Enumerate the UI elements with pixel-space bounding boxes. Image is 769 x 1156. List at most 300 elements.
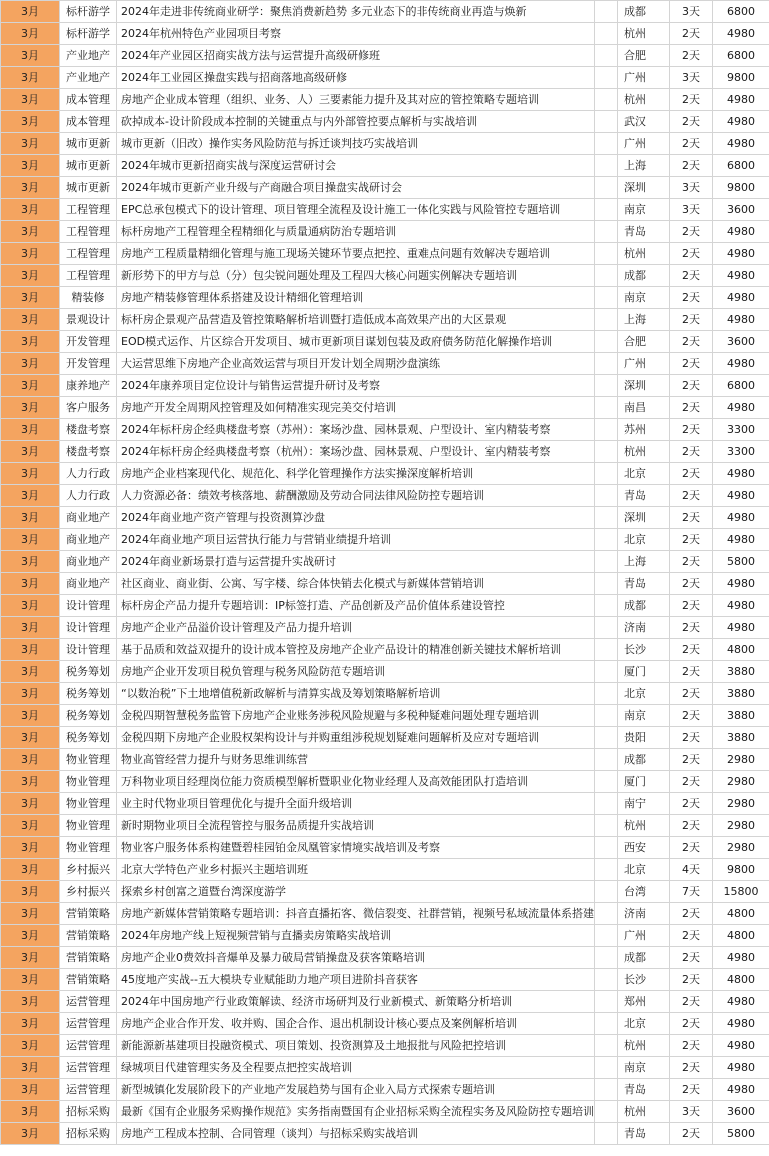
city-cell: 武汉 — [618, 111, 670, 133]
month-cell: 3月 — [1, 243, 60, 265]
empty-cell — [595, 529, 618, 551]
table-row — [1, 903, 769, 925]
duration-cell: 2天 — [670, 1057, 713, 1079]
duration-cell: 2天 — [670, 221, 713, 243]
month-cell: 3月 — [1, 969, 60, 991]
table-row — [1, 111, 769, 133]
price-cell: 3880 — [713, 661, 769, 683]
duration-cell: 2天 — [670, 309, 713, 331]
course-title-cell: 房地产企业档案现代化、规范化、科学化管理操作方法实操深度解析培训 — [117, 463, 595, 485]
city-cell: 北京 — [618, 463, 670, 485]
empty-cell — [595, 309, 618, 331]
category-cell: 标杆游学 — [60, 1, 117, 23]
price-cell: 4980 — [713, 353, 769, 375]
month-cell: 3月 — [1, 419, 60, 441]
category-cell: 人力行政 — [60, 485, 117, 507]
course-title-cell: 2024年产业园区招商实战方法与运营提升高级研修班 — [117, 45, 595, 67]
month-cell: 3月 — [1, 727, 60, 749]
price-cell: 9800 — [713, 67, 769, 89]
city-cell: 南京 — [618, 1057, 670, 1079]
category-cell: 工程管理 — [60, 265, 117, 287]
course-title-cell: 2024年标杆房企经典楼盘考察（杭州）：案场沙盘、园林景观、户型设计、室内精装考察 — [117, 441, 595, 463]
table-row — [1, 199, 769, 221]
course-title-cell: 金税四期智慧税务监管下房地产企业账务涉税风险规避与多税种疑难问题处理专题培训 — [117, 705, 595, 727]
month-cell: 3月 — [1, 1057, 60, 1079]
month-cell: 3月 — [1, 1013, 60, 1035]
month-cell: 3月 — [1, 375, 60, 397]
month-cell: 3月 — [1, 441, 60, 463]
table-row — [1, 727, 769, 749]
course-title-cell: 基于品质和效益双提升的设计成本管控及房地产企业产品设计的精准创新关键技术解析培训 — [117, 639, 595, 661]
course-title-cell: 金税四期下房地产企业股权架构设计与并购重组涉税规划疑难问题解析及应对专题培训 — [117, 727, 595, 749]
city-cell: 南京 — [618, 199, 670, 221]
empty-cell — [595, 199, 618, 221]
category-cell: 开发管理 — [60, 353, 117, 375]
category-cell: 招标采购 — [60, 1101, 117, 1123]
price-cell: 4980 — [713, 463, 769, 485]
city-cell: 南昌 — [618, 397, 670, 419]
month-cell: 3月 — [1, 529, 60, 551]
course-title-cell: 社区商业、商业街、公寓、写字楼、综合体快销去化模式与新媒体营销培训 — [117, 573, 595, 595]
city-cell: 青岛 — [618, 1079, 670, 1101]
course-title-cell: 房地产企业开发项目税负管理与税务风险防范专题培训 — [117, 661, 595, 683]
month-cell: 3月 — [1, 1, 60, 23]
price-cell: 4980 — [713, 529, 769, 551]
course-title-cell: EPC总承包模式下的设计管理、项目管理全流程及设计施工一体化实践与风险管控专题培训 — [117, 199, 595, 221]
empty-cell — [595, 551, 618, 573]
month-cell: 3月 — [1, 1101, 60, 1123]
table-row — [1, 793, 769, 815]
city-cell: 成都 — [618, 947, 670, 969]
empty-cell — [595, 969, 618, 991]
duration-cell: 3天 — [670, 67, 713, 89]
table-row — [1, 837, 769, 859]
table-row — [1, 177, 769, 199]
price-cell: 4800 — [713, 925, 769, 947]
duration-cell: 2天 — [670, 705, 713, 727]
duration-cell: 2天 — [670, 353, 713, 375]
city-cell: 厦门 — [618, 771, 670, 793]
duration-cell: 2天 — [670, 89, 713, 111]
duration-cell: 3天 — [670, 1, 713, 23]
price-cell: 3300 — [713, 441, 769, 463]
table-row — [1, 507, 769, 529]
month-cell: 3月 — [1, 551, 60, 573]
course-title-cell: 房地产开发全周期风控管理及如何精准实现完美交付培训 — [117, 397, 595, 419]
category-cell: 运营管理 — [60, 991, 117, 1013]
empty-cell — [595, 595, 618, 617]
city-cell: 广州 — [618, 67, 670, 89]
duration-cell: 2天 — [670, 397, 713, 419]
month-cell: 3月 — [1, 1123, 60, 1145]
month-cell: 3月 — [1, 837, 60, 859]
city-cell: 上海 — [618, 155, 670, 177]
course-title-cell: 新时期物业项目全流程管控与服务品质提升实战培训 — [117, 815, 595, 837]
price-cell: 9800 — [713, 177, 769, 199]
empty-cell — [595, 23, 618, 45]
duration-cell: 7天 — [670, 881, 713, 903]
price-cell: 3880 — [713, 705, 769, 727]
table-row — [1, 221, 769, 243]
city-cell: 北京 — [618, 683, 670, 705]
duration-cell: 2天 — [670, 287, 713, 309]
city-cell: 郑州 — [618, 991, 670, 1013]
city-cell: 杭州 — [618, 243, 670, 265]
city-cell: 成都 — [618, 595, 670, 617]
table-row — [1, 1013, 769, 1035]
course-title-cell: 2024年房地产线上短视频营销与直播卖房策略实战培训 — [117, 925, 595, 947]
month-cell: 3月 — [1, 661, 60, 683]
duration-cell: 2天 — [670, 419, 713, 441]
empty-cell — [595, 287, 618, 309]
table-row — [1, 661, 769, 683]
table-row — [1, 287, 769, 309]
duration-cell: 2天 — [670, 463, 713, 485]
empty-cell — [595, 749, 618, 771]
course-title-cell: 2024年商业地产项目运营执行能力与营销业绩提升培训 — [117, 529, 595, 551]
duration-cell: 3天 — [670, 1101, 713, 1123]
course-title-cell: “以数治税”下土地增值税新政解析与清算实战及筹划策略解析培训 — [117, 683, 595, 705]
duration-cell: 2天 — [670, 485, 713, 507]
duration-cell: 2天 — [670, 507, 713, 529]
city-cell: 杭州 — [618, 23, 670, 45]
table-row — [1, 133, 769, 155]
empty-cell — [595, 793, 618, 815]
month-cell: 3月 — [1, 903, 60, 925]
empty-cell — [595, 903, 618, 925]
empty-cell — [595, 1, 618, 23]
course-title-cell: 2024年工业园区操盘实践与招商落地高级研修 — [117, 67, 595, 89]
empty-cell — [595, 617, 618, 639]
table-row — [1, 441, 769, 463]
month-cell: 3月 — [1, 397, 60, 419]
city-cell: 南京 — [618, 705, 670, 727]
category-cell: 设计管理 — [60, 595, 117, 617]
category-cell: 招标采购 — [60, 1123, 117, 1145]
table-row — [1, 1079, 769, 1101]
duration-cell: 3天 — [670, 199, 713, 221]
price-cell: 15800 — [713, 881, 769, 903]
table-row — [1, 573, 769, 595]
empty-cell — [595, 1035, 618, 1057]
course-title-cell: 最新《国有企业服务采购操作规范》实务指南暨国有企业招标采购全流程实务及风险防控专题培训 — [117, 1101, 595, 1123]
course-title-cell: 标杆房企景观产品营造及管控策略解析培训暨打造低成本高效果产出的大区景观 — [117, 309, 595, 331]
month-cell: 3月 — [1, 45, 60, 67]
course-title-cell: 2024年杭州特色产业园项目考察 — [117, 23, 595, 45]
course-title-cell: 2024年城市更新招商实战与深度运营研讨会 — [117, 155, 595, 177]
city-cell: 广州 — [618, 925, 670, 947]
empty-cell — [595, 441, 618, 463]
city-cell: 青岛 — [618, 485, 670, 507]
duration-cell: 2天 — [670, 617, 713, 639]
price-cell: 4980 — [713, 309, 769, 331]
price-cell: 4980 — [713, 1057, 769, 1079]
category-cell: 营销策略 — [60, 969, 117, 991]
empty-cell — [595, 111, 618, 133]
city-cell: 广州 — [618, 353, 670, 375]
price-cell: 4980 — [713, 287, 769, 309]
price-cell: 4980 — [713, 617, 769, 639]
city-cell: 南宁 — [618, 793, 670, 815]
duration-cell: 2天 — [670, 793, 713, 815]
price-cell: 6800 — [713, 1, 769, 23]
course-title-cell: 房地产企业产品溢价设计管理及产品力提升培训 — [117, 617, 595, 639]
empty-cell — [595, 89, 618, 111]
category-cell: 产业地产 — [60, 67, 117, 89]
category-cell: 税务筹划 — [60, 727, 117, 749]
price-cell: 4980 — [713, 133, 769, 155]
city-cell: 青岛 — [618, 221, 670, 243]
course-title-cell: 新能源新基建项目投融资模式、项目策划、投资测算及土地报批与风险把控培训 — [117, 1035, 595, 1057]
duration-cell: 2天 — [670, 925, 713, 947]
empty-cell — [595, 661, 618, 683]
month-cell: 3月 — [1, 573, 60, 595]
category-cell: 工程管理 — [60, 221, 117, 243]
table-row — [1, 23, 769, 45]
price-cell: 2980 — [713, 815, 769, 837]
course-title-cell: 砍掉成本-设计阶段成本控制的关键重点与内外部管控要点解析与实战培训 — [117, 111, 595, 133]
empty-cell — [595, 353, 618, 375]
category-cell: 楼盘考察 — [60, 441, 117, 463]
city-cell: 深圳 — [618, 375, 670, 397]
course-title-cell: 2024年走进非传统商业研学：聚焦消费新趋势 多元业态下的非传统商业再造与焕新 — [117, 1, 595, 23]
table-row — [1, 551, 769, 573]
month-cell: 3月 — [1, 309, 60, 331]
duration-cell: 3天 — [670, 177, 713, 199]
empty-cell — [595, 639, 618, 661]
category-cell: 运营管理 — [60, 1079, 117, 1101]
duration-cell: 2天 — [670, 1035, 713, 1057]
price-cell: 3600 — [713, 331, 769, 353]
city-cell: 深圳 — [618, 507, 670, 529]
category-cell: 税务筹划 — [60, 705, 117, 727]
duration-cell: 2天 — [670, 45, 713, 67]
category-cell: 精装修 — [60, 287, 117, 309]
category-cell: 人力行政 — [60, 463, 117, 485]
course-title-cell: 房地产企业成本管理（组织、业务、人）三要素能力提升及其对应的管控策略专题培训 — [117, 89, 595, 111]
price-cell: 5800 — [713, 551, 769, 573]
empty-cell — [595, 507, 618, 529]
table-row — [1, 683, 769, 705]
month-cell: 3月 — [1, 177, 60, 199]
price-cell: 3880 — [713, 683, 769, 705]
city-cell: 长沙 — [618, 639, 670, 661]
table-row — [1, 1123, 769, 1145]
category-cell: 运营管理 — [60, 1013, 117, 1035]
month-cell: 3月 — [1, 1079, 60, 1101]
empty-cell — [595, 947, 618, 969]
category-cell: 设计管理 — [60, 639, 117, 661]
empty-cell — [595, 771, 618, 793]
month-cell: 3月 — [1, 991, 60, 1013]
city-cell: 青岛 — [618, 1123, 670, 1145]
course-title-cell: 新形势下的甲方与总（分）包尖锐问题处理及工程四大核心问题实例解决专题培训 — [117, 265, 595, 287]
empty-cell — [595, 881, 618, 903]
price-cell: 4800 — [713, 639, 769, 661]
city-cell: 合肥 — [618, 331, 670, 353]
price-cell: 5800 — [713, 1123, 769, 1145]
price-cell: 4980 — [713, 265, 769, 287]
table-row — [1, 1035, 769, 1057]
empty-cell — [595, 991, 618, 1013]
course-title-cell: 业主时代物业项目管理优化与提升全面升级培训 — [117, 793, 595, 815]
city-cell: 杭州 — [618, 815, 670, 837]
city-cell: 青岛 — [618, 573, 670, 595]
price-cell: 4980 — [713, 485, 769, 507]
course-title-cell: 2024年城市更新产业升级与产商融合项目操盘实战研讨会 — [117, 177, 595, 199]
duration-cell: 2天 — [670, 441, 713, 463]
course-title-cell: 2024年商业新场景打造与运营提升实战研讨 — [117, 551, 595, 573]
course-schedule-body — [1, 1, 769, 1145]
city-cell: 南京 — [618, 287, 670, 309]
city-cell: 北京 — [618, 529, 670, 551]
month-cell: 3月 — [1, 815, 60, 837]
course-title-cell: 2024年标杆房企经典楼盘考察（苏州）：案场沙盘、园林景观、户型设计、室内精装考察 — [117, 419, 595, 441]
duration-cell: 2天 — [670, 903, 713, 925]
table-row — [1, 749, 769, 771]
duration-cell: 2天 — [670, 155, 713, 177]
price-cell: 4980 — [713, 89, 769, 111]
city-cell: 杭州 — [618, 1035, 670, 1057]
category-cell: 康养地产 — [60, 375, 117, 397]
table-row — [1, 947, 769, 969]
table-row — [1, 89, 769, 111]
table-row — [1, 1101, 769, 1123]
category-cell: 楼盘考察 — [60, 419, 117, 441]
month-cell: 3月 — [1, 155, 60, 177]
category-cell: 城市更新 — [60, 177, 117, 199]
month-cell: 3月 — [1, 485, 60, 507]
duration-cell: 2天 — [670, 749, 713, 771]
empty-cell — [595, 815, 618, 837]
city-cell: 成都 — [618, 749, 670, 771]
course-title-cell: 45度地产实战--五大模块专业赋能助力地产项目进阶抖音获客 — [117, 969, 595, 991]
category-cell: 物业管理 — [60, 837, 117, 859]
empty-cell — [595, 331, 618, 353]
price-cell: 4980 — [713, 1013, 769, 1035]
table-row — [1, 155, 769, 177]
month-cell: 3月 — [1, 463, 60, 485]
course-title-cell: 物业客户服务体系构建暨碧桂园铂金凤凰管家情境实战培训及考察 — [117, 837, 595, 859]
duration-cell: 2天 — [670, 331, 713, 353]
price-cell: 6800 — [713, 375, 769, 397]
empty-cell — [595, 133, 618, 155]
category-cell: 产业地产 — [60, 45, 117, 67]
duration-cell: 2天 — [670, 683, 713, 705]
category-cell: 景观设计 — [60, 309, 117, 331]
course-title-cell: 房地产企业合作开发、收并购、国企合作、退出机制设计核心要点及案例解析培训 — [117, 1013, 595, 1035]
empty-cell — [595, 1101, 618, 1123]
table-row — [1, 881, 769, 903]
category-cell: 物业管理 — [60, 815, 117, 837]
city-cell: 贵阳 — [618, 727, 670, 749]
course-title-cell: 万科物业项目经理岗位能力资质模型解析暨职业化物业经理人及高效能团队打造培训 — [117, 771, 595, 793]
duration-cell: 2天 — [670, 133, 713, 155]
table-row — [1, 991, 769, 1013]
month-cell: 3月 — [1, 947, 60, 969]
category-cell: 成本管理 — [60, 89, 117, 111]
city-cell: 厦门 — [618, 661, 670, 683]
duration-cell: 2天 — [670, 815, 713, 837]
price-cell: 3300 — [713, 419, 769, 441]
empty-cell — [595, 925, 618, 947]
duration-cell: 2天 — [670, 1079, 713, 1101]
price-cell: 2980 — [713, 793, 769, 815]
price-cell: 4980 — [713, 595, 769, 617]
city-cell: 成都 — [618, 1, 670, 23]
course-title-cell: 探索乡村创富之道暨台湾深度游学 — [117, 881, 595, 903]
price-cell: 3600 — [713, 1101, 769, 1123]
table-row — [1, 419, 769, 441]
price-cell: 4980 — [713, 397, 769, 419]
duration-cell: 2天 — [670, 551, 713, 573]
price-cell: 6800 — [713, 45, 769, 67]
course-title-cell: 2024年商业地产资产管理与投资测算沙盘 — [117, 507, 595, 529]
table-row — [1, 859, 769, 881]
category-cell: 营销策略 — [60, 925, 117, 947]
duration-cell: 2天 — [670, 265, 713, 287]
category-cell: 税务筹划 — [60, 683, 117, 705]
course-title-cell: 大运营思维下房地产企业高效运营与项目开发计划全周期沙盘演练 — [117, 353, 595, 375]
empty-cell — [595, 155, 618, 177]
month-cell: 3月 — [1, 925, 60, 947]
city-cell: 济南 — [618, 617, 670, 639]
table-row — [1, 265, 769, 287]
category-cell: 工程管理 — [60, 243, 117, 265]
empty-cell — [595, 485, 618, 507]
empty-cell — [595, 727, 618, 749]
month-cell: 3月 — [1, 595, 60, 617]
month-cell: 3月 — [1, 639, 60, 661]
empty-cell — [595, 1079, 618, 1101]
category-cell: 成本管理 — [60, 111, 117, 133]
month-cell: 3月 — [1, 881, 60, 903]
duration-cell: 2天 — [670, 1013, 713, 1035]
category-cell: 物业管理 — [60, 793, 117, 815]
course-title-cell: 绿城项目代建管理实务及全程要点把控实战培训 — [117, 1057, 595, 1079]
price-cell: 2980 — [713, 771, 769, 793]
table-row — [1, 485, 769, 507]
empty-cell — [595, 67, 618, 89]
empty-cell — [595, 419, 618, 441]
table-row — [1, 331, 769, 353]
category-cell: 物业管理 — [60, 749, 117, 771]
month-cell: 3月 — [1, 617, 60, 639]
course-title-cell: 房地产新媒体营销策略专题培训：抖音直播拓客、微信裂变、社群营销，视频号私域流量体系搭建 — [117, 903, 595, 925]
category-cell: 城市更新 — [60, 155, 117, 177]
duration-cell: 2天 — [670, 375, 713, 397]
table-row — [1, 771, 769, 793]
month-cell: 3月 — [1, 507, 60, 529]
course-title-cell: 标杆房企产品力提升专题培训：IP标签打造、产品创新及产品价值体系建设管控 — [117, 595, 595, 617]
duration-cell: 2天 — [670, 947, 713, 969]
price-cell: 2980 — [713, 837, 769, 859]
month-cell: 3月 — [1, 331, 60, 353]
course-title-cell: 房地产企业0费效抖音爆单及暴力破局营销操盘及获客策略培训 — [117, 947, 595, 969]
table-row — [1, 45, 769, 67]
category-cell: 营销策略 — [60, 947, 117, 969]
table-row — [1, 705, 769, 727]
city-cell: 杭州 — [618, 89, 670, 111]
city-cell: 北京 — [618, 859, 670, 881]
duration-cell: 2天 — [670, 969, 713, 991]
category-cell: 商业地产 — [60, 507, 117, 529]
category-cell: 商业地产 — [60, 573, 117, 595]
price-cell: 4980 — [713, 243, 769, 265]
price-cell: 4980 — [713, 111, 769, 133]
duration-cell: 2天 — [670, 573, 713, 595]
month-cell: 3月 — [1, 111, 60, 133]
